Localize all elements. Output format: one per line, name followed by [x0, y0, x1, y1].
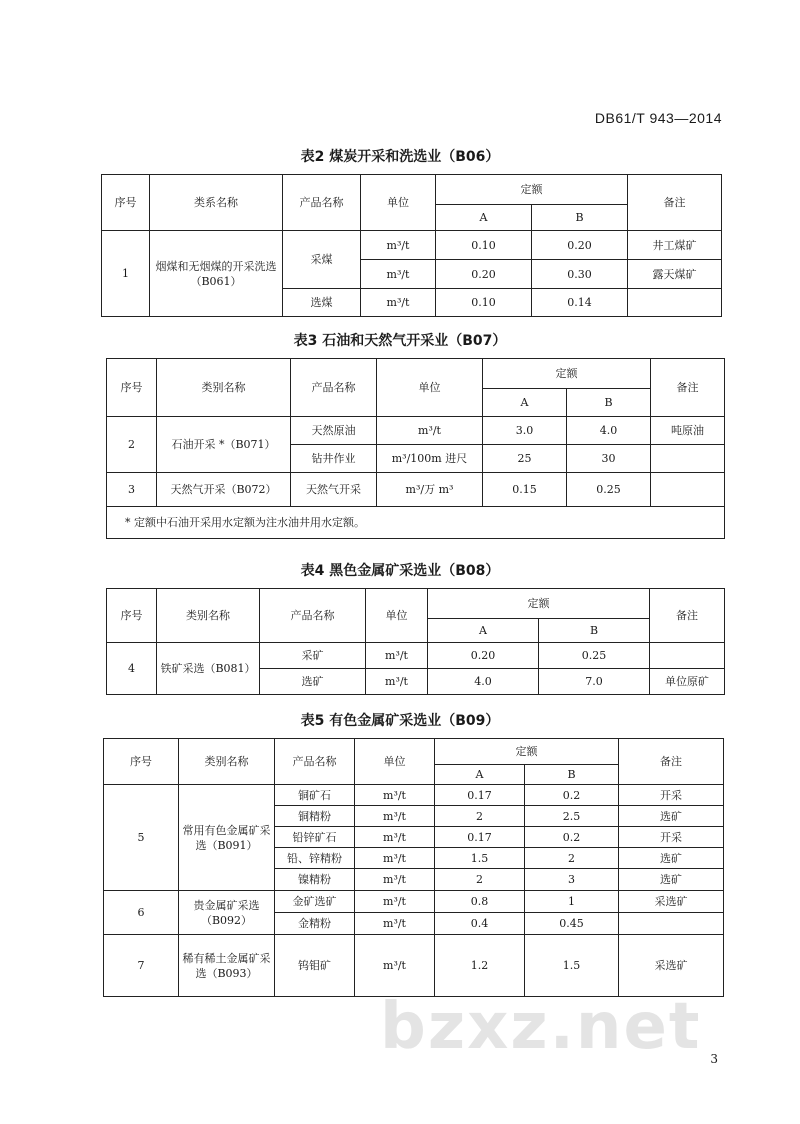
table-cell-b: 30 — [567, 445, 651, 473]
table-cell-product: 铅、锌精粉 — [275, 848, 355, 869]
table-cell-seq: 1 — [102, 231, 150, 317]
header-unit: 单位 — [366, 589, 428, 643]
header-category: 类别名称 — [157, 359, 291, 417]
header-product: 产品名称 — [260, 589, 366, 643]
table-cell-remark: 采选矿 — [619, 935, 724, 997]
table-cell-b: 0.30 — [532, 260, 628, 289]
header-category: 类别名称 — [157, 589, 260, 643]
table-cell-category: 天然气开采（B072） — [157, 473, 291, 507]
table-cell-unit: m³/t — [366, 669, 428, 695]
table-cell-a: 3.0 — [483, 417, 567, 445]
header-category: 类系名称 — [150, 175, 283, 231]
table-cell-product: 钨钼矿 — [275, 935, 355, 997]
table-note: * 定额中石油开采用水定额为注水油井用水定额。 — [107, 507, 725, 539]
table-cell-seq: 5 — [104, 785, 179, 891]
table-cell-seq: 2 — [107, 417, 157, 473]
table-cell-remark: 选矿 — [619, 848, 724, 869]
table-cell-category: 铁矿采选（B081） — [157, 643, 260, 695]
table-cell-remark — [650, 643, 725, 669]
table-cell-category: 烟煤和无烟煤的开采洗选（B061） — [150, 231, 283, 317]
table-cell-product: 钻井作业 — [291, 445, 377, 473]
table-cell-a: 2 — [435, 869, 525, 891]
table-cell-seq: 3 — [107, 473, 157, 507]
table-cell-b: 0.14 — [532, 289, 628, 317]
header-seq: 序号 — [107, 359, 157, 417]
table-cell-category: 稀有稀土金属矿采选（B093） — [179, 935, 275, 997]
table-cell-a: 0.15 — [483, 473, 567, 507]
table-cell-unit: m³/t — [366, 643, 428, 669]
table-cell-b: 7.0 — [539, 669, 650, 695]
table-cell-product: 采矿 — [260, 643, 366, 669]
table-cell-a: 0.8 — [435, 891, 525, 913]
table2-caption: 表2 煤炭开采和洗选业（B06） — [300, 149, 500, 165]
table-cell-remark — [619, 913, 724, 935]
header-b: B — [567, 389, 651, 417]
table-cell-product: 铜精粉 — [275, 806, 355, 827]
table-cell-b: 0.2 — [525, 785, 619, 806]
table-cell-b: 1 — [525, 891, 619, 913]
table-cell-category: 贵金属矿采选（B092） — [179, 891, 275, 935]
table-cell-remark: 选矿 — [619, 806, 724, 827]
header-unit: 单位 — [377, 359, 483, 417]
table4-caption: 表4 黑色金属矿采选业（B08） — [300, 563, 500, 579]
table-cell-unit: m³/100m 进尺 — [377, 445, 483, 473]
header-quota: 定额 — [435, 739, 619, 765]
header-seq: 序号 — [107, 589, 157, 643]
table-cell-a: 0.10 — [436, 289, 532, 317]
table-cell-remark: 单位原矿 — [650, 669, 725, 695]
watermark: bzxz.net — [380, 990, 702, 1064]
table-cell-seq: 7 — [104, 935, 179, 997]
table-cell-a: 2 — [435, 806, 525, 827]
table-cell-b: 0.2 — [525, 827, 619, 848]
table-cell-unit: m³/t — [377, 417, 483, 445]
page-number: 3 — [710, 1052, 718, 1066]
table-cell-product: 天然气开采 — [291, 473, 377, 507]
table3-caption: 表3 石油和天然气开采业（B07） — [293, 333, 507, 349]
table-cell-unit: m³/t — [361, 289, 436, 317]
table-cell-b: 2 — [525, 848, 619, 869]
table-cell-remark — [628, 289, 722, 317]
header-a: A — [436, 205, 532, 231]
table-cell-product: 铜矿石 — [275, 785, 355, 806]
table-cell-a: 1.5 — [435, 848, 525, 869]
table-cell-b: 1.5 — [525, 935, 619, 997]
table5 — [103, 738, 724, 997]
table-cell-b: 3 — [525, 869, 619, 891]
table-cell-a: 0.10 — [436, 231, 532, 260]
header-quota: 定额 — [428, 589, 650, 619]
table-cell-category: 石油开采 *（B071） — [157, 417, 291, 473]
header-remark: 备注 — [651, 359, 725, 417]
header-a: A — [428, 619, 539, 643]
header-remark: 备注 — [619, 739, 724, 785]
table-cell-product: 金精粉 — [275, 913, 355, 935]
table4 — [106, 588, 725, 695]
table-cell-product: 选矿 — [260, 669, 366, 695]
header-product: 产品名称 — [283, 175, 361, 231]
table-cell-seq: 6 — [104, 891, 179, 935]
table-cell-remark — [651, 473, 725, 507]
table-cell-remark: 吨原油 — [651, 417, 725, 445]
table-cell-unit: m³/t — [361, 231, 436, 260]
table-cell-product: 铅锌矿石 — [275, 827, 355, 848]
table-cell-remark: 开采 — [619, 785, 724, 806]
header-a: A — [435, 765, 525, 785]
table-cell-unit: m³/t — [355, 785, 435, 806]
table-cell-unit: m³/t — [355, 869, 435, 891]
table-cell-unit: m³/t — [355, 827, 435, 848]
header-product: 产品名称 — [275, 739, 355, 785]
header-a: A — [483, 389, 567, 417]
header-b: B — [539, 619, 650, 643]
table2 — [101, 174, 722, 317]
table-cell-remark: 露天煤矿 — [628, 260, 722, 289]
header-unit: 单位 — [361, 175, 436, 231]
table-cell-a: 0.4 — [435, 913, 525, 935]
header-quota: 定额 — [436, 175, 628, 205]
header-seq: 序号 — [102, 175, 150, 231]
table-cell-unit: m³/t — [355, 806, 435, 827]
table-cell-seq: 4 — [107, 643, 157, 695]
header-unit: 单位 — [355, 739, 435, 785]
table-cell-product: 镍精粉 — [275, 869, 355, 891]
table-cell-remark — [651, 445, 725, 473]
header-b: B — [525, 765, 619, 785]
table-cell-b: 2.5 — [525, 806, 619, 827]
table-cell-product: 天然原油 — [291, 417, 377, 445]
table-cell-a: 0.17 — [435, 827, 525, 848]
table-cell-category: 常用有色金属矿采选（B091） — [179, 785, 275, 891]
table-cell-product: 选煤 — [283, 289, 361, 317]
table-cell-product: 采煤 — [283, 231, 361, 289]
document-code: DB61/T 943—2014 — [594, 110, 722, 126]
table3 — [106, 358, 725, 539]
table-cell-unit: m³/万 m³ — [377, 473, 483, 507]
table-cell-a: 0.17 — [435, 785, 525, 806]
header-product: 产品名称 — [291, 359, 377, 417]
table5-caption: 表5 有色金属矿采选业（B09） — [300, 713, 500, 729]
table-cell-b: 0.25 — [567, 473, 651, 507]
table-cell-unit: m³/t — [355, 848, 435, 869]
table-cell-unit: m³/t — [355, 913, 435, 935]
table-cell-remark: 开采 — [619, 827, 724, 848]
table-cell-b: 0.45 — [525, 913, 619, 935]
header-remark: 备注 — [628, 175, 722, 231]
table-cell-b: 0.25 — [539, 643, 650, 669]
table-cell-a: 4.0 — [428, 669, 539, 695]
table-cell-remark: 选矿 — [619, 869, 724, 891]
table-cell-a: 25 — [483, 445, 567, 473]
header-b: B — [532, 205, 628, 231]
table-cell-unit: m³/t — [361, 260, 436, 289]
table-cell-a: 1.2 — [435, 935, 525, 997]
table-cell-unit: m³/t — [355, 935, 435, 997]
table-cell-b: 0.20 — [532, 231, 628, 260]
table-cell-b: 4.0 — [567, 417, 651, 445]
table-cell-product: 金矿选矿 — [275, 891, 355, 913]
header-quota: 定额 — [483, 359, 651, 389]
header-category: 类别名称 — [179, 739, 275, 785]
table-cell-unit: m³/t — [355, 891, 435, 913]
table-cell-remark: 采选矿 — [619, 891, 724, 913]
table-cell-remark: 井工煤矿 — [628, 231, 722, 260]
table-cell-a: 0.20 — [436, 260, 532, 289]
table-cell-a: 0.20 — [428, 643, 539, 669]
header-remark: 备注 — [650, 589, 725, 643]
header-seq: 序号 — [104, 739, 179, 785]
